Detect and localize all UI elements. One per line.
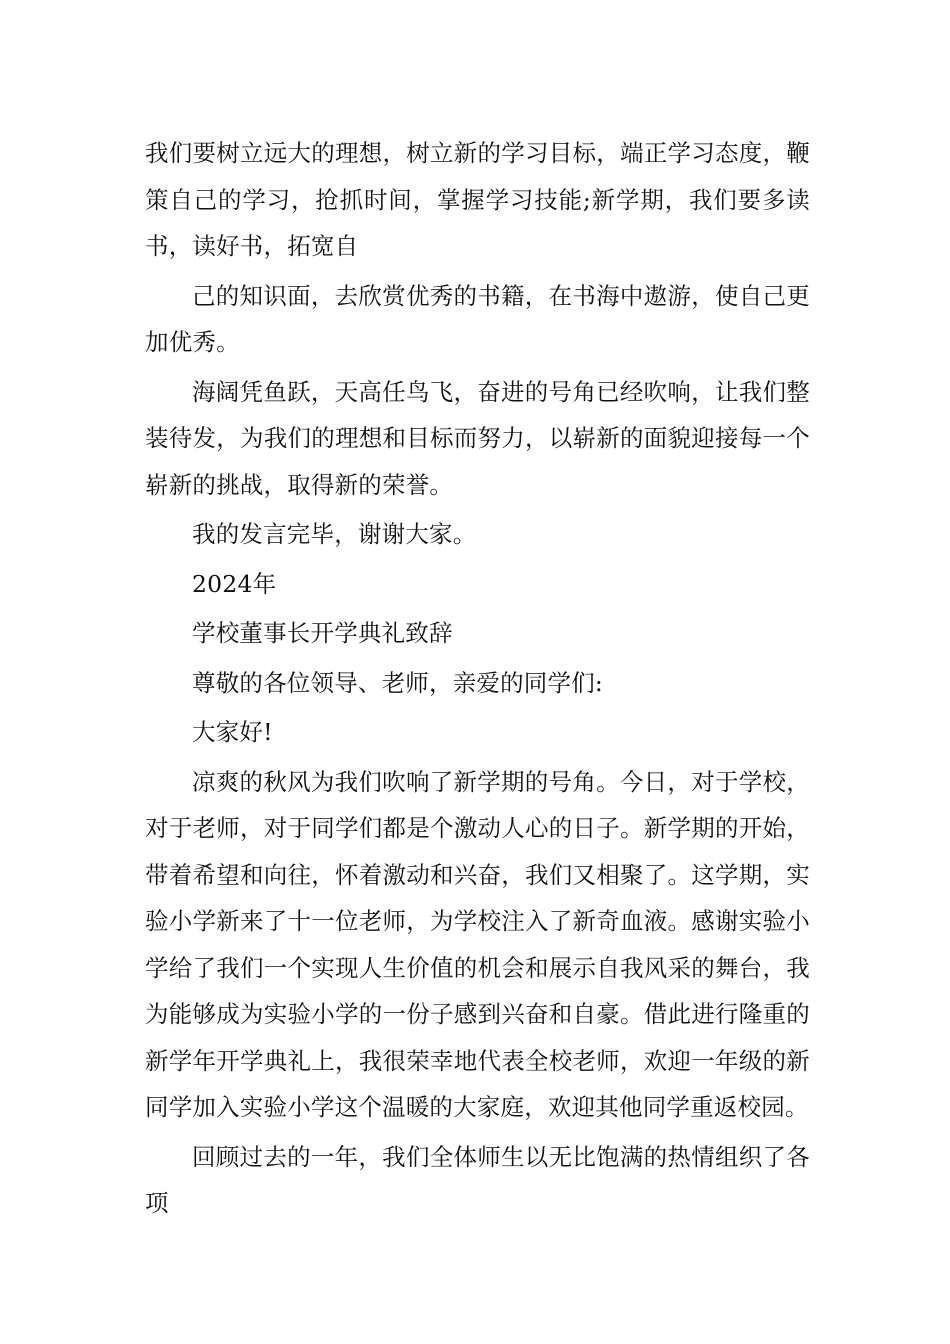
paragraph-autumn: 凉爽的秋风为我们吹响了新学期的号角。今日，对于学校，对于老师，对于同学们都是个激动人心的日子。新学期的开始，带着希望和向往，怀着激动和兴奋，我们又相聚了。这学期，实验小学新来了十一位老师，为学校注入了新奇血液。感谢实验小学给了我们一个实现人生价值的机会和展示自我风采的舞台，我为能够成为实验小学的一份子感到兴奋和自豪。借此进行隆重的新学年开学典礼上，我很荣幸地代表全校老师，欢迎一年级的新同学加入实验小学这个温暖的大家庭，欢迎其他同学重返校园。 [145, 767, 810, 1121]
paragraph-review: 回顾过去的一年，我们全体师生以无比饱满的热情组织了各项 [145, 1142, 810, 1217]
paragraph-goals: 我们要树立远大的理想，树立新的学习目标，端正学习态度，鞭策自己的学习，抢抓时间，掌握学习技能;新学期，我们要多读书，读好书，拓宽自 [145, 139, 810, 260]
salutation: 尊敬的各位领导、老师，亲爱的同学们: [192, 668, 604, 697]
paragraph-aspiration: 海阔凭鱼跃，天高任鸟飞，奋进的号角已经吹响，让我们整装待发，为我们的理想和目标而努力，以崭新的面貌迎接每一个崭新的挑战，取得新的荣誉。 [145, 377, 810, 499]
paragraph-knowledge: 己的知识面，去欣赏优秀的书籍，在书海中遨游，使自己更加优秀。 [145, 281, 810, 356]
greeting: 大家好! [192, 718, 273, 746]
paragraph-year: 2024年 [192, 569, 277, 598]
paragraph-closing: 我的发言完毕，谢谢大家。 [192, 520, 477, 548]
document-body [145, 130, 810, 1230]
speech-title: 学校董事长开学典礼致辞 [192, 619, 453, 647]
